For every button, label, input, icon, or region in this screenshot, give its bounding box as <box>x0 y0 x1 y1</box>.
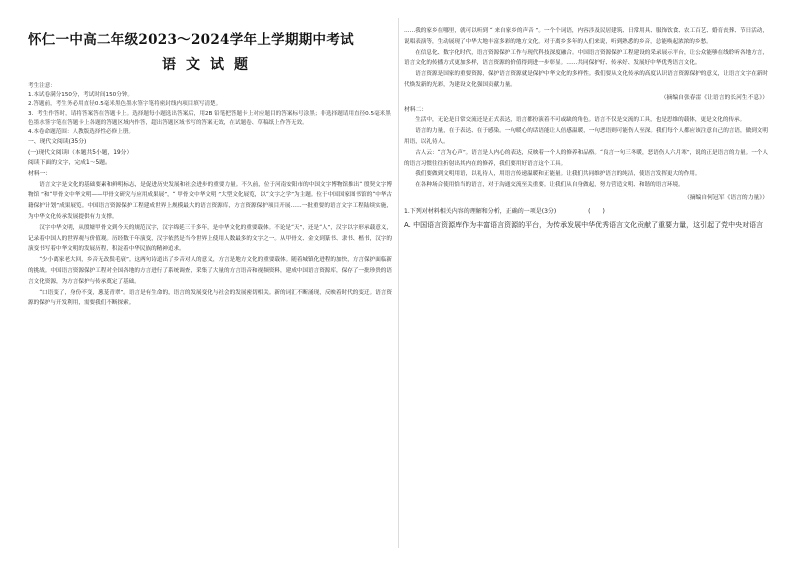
material-label: 材料二： <box>404 106 428 113</box>
passage-paragraph: ……我的家乡在哪里，就可以听到 “ 来自家乡的声音 ”。一个个词语，内容涉及民居建筑、日常用具、服饰饮食、农工百艺、婚育丧葬、节日活动，说唱表演等，生动展现了中华大地丰富多彩的地方文化。对于离乡多年的人们来说，听到熟悉的乡音，总能唤起浓浓的乡愁。 <box>404 28 768 45</box>
question-stem <box>404 206 768 217</box>
passage-paragraph: 我们要做到文明用语，以礼待人，用语言传递温暖和正能量。让我们共同维护语言的纯洁，使语言发挥更大的作用。 <box>415 171 701 178</box>
exam-title: 怀仁一中高二年级2023～2024学年上学期期中考试 <box>28 32 354 48</box>
notice-item: 3．考生作答时，请将答案答在答题卡上。选择题每小题选出答案后，用2B 铅笔把答题卡上对应题目的答案标号涂黑；非选择题请用直径0.5毫米黑色墨水签字笔在答题卡上各题的答题区域内作答，超出答题区域书写的答案无效，在试题卷、草稿纸上作答无效。 <box>28 110 391 126</box>
notice-item: 1.本试卷满分150分，考试时间150分钟。 <box>28 92 134 99</box>
passage-paragraph: “口语变了，身份不变，葱茏青翠”。语言是有生命的，语言的发展变化与社会的发展密切相关。新的词汇不断涌现，反映着时代的变迁。语言资源的保护与开发利用，需要我们不断探索。 <box>28 289 392 307</box>
subsection-heading: (一)现代文阅读I（本题共5小题，19分） <box>28 149 133 156</box>
notice-item: 4.本卷命题范围：人教版选择性必修上册。 <box>28 129 135 136</box>
source-citation: （摘编自何冠军《语言的力量》） <box>683 194 768 201</box>
right-column <box>404 0 768 562</box>
question-text: 1.下列对材料相关内容的理解和分析，正确的一项是(3分) <box>404 207 557 215</box>
answer-paren: ( ) <box>588 207 605 215</box>
passage-paragraph: 在各种场合使用恰当的语言，对于沟通交流至关重要。让我们从自身做起，努力营造文明、和谐的语言环境。 <box>415 182 684 189</box>
passage-paragraph: 古人云：“言为心声”。语言是人内心的表达，反映着一个人的修养和品格。“良言一句三冬暖，恶语伤人六月寒”，说的正是语言的力量。一个人的语言习惯往往折射出其内在的修养，我们要用好语言这个工具。 <box>404 149 768 167</box>
passage-paragraph: 语言资源是国家的重要资源，保护语言资源就是保护中华文化的多样性。我们要从文化传承的高度认识语言资源保护的意义，让语言文字在新时代焕发新的光彩，为建设文化强国贡献力量。 <box>404 71 768 88</box>
exam-subtitle: 语文试题 <box>162 57 258 73</box>
exam-notice <box>28 82 392 137</box>
section-heading: 一、现代文阅读(35分) <box>28 139 87 146</box>
reading-instruction: 阅读下面的文字，完成1～5题。 <box>28 160 111 167</box>
notice-item: 2.答题前，考生务必用直径0.5毫米黑色墨水签字笔将密封线内项目填写清楚。 <box>28 101 222 108</box>
notice-heading: 考生注意： <box>28 83 56 89</box>
material-label: 材料一： <box>28 171 52 177</box>
top-spacer <box>404 0 768 26</box>
passage-paragraph: 在信息化、数字化时代，语言资源保护工作与现代科技深度融合。中国语言资源保护工程建设的采录展示平台，让公众能够在线聆听各地方言，语言文化的传播方式更加多样，语言资源的价值得到进一步彰显。……共同保护好、传承好、发展好中华优秀语言文化。 <box>404 49 768 67</box>
passage-paragraph: 语言的力量，在于表达、在于感染。一句暖心的话语能让人倍感温暖，一句恶语则可能伤人至深。我们每个人都应该注意自己的言语，做到文明用语，以礼待人。 <box>404 128 768 145</box>
passage-paragraph: 生活中，无论是日常交流还是正式表达，语言都扮演着不可或缺的角色。语言不仅是交流的工具，也是思维的载体，更是文化的传承。 <box>415 117 746 124</box>
left-column <box>28 0 392 562</box>
passage-paragraph: 汉字中华文明，从殷墟甲骨文到今天的规范汉字，汉字绵延三千多年，是中华文化的重要载体。不论是“天”，还是“人”，汉字以字形承载意义，记录着中国人的世界观与价值观。历经数千年演变，汉字依然是当今世界上使用人数最多的文字之一。从甲骨文、金文到篆书、隶书、楷书，汉字的演变书写着中华文明的发展历程，积淀着中华民族的精神追求。 <box>28 224 392 253</box>
passage-paragraph: 语言文字是文化的基础要素和鲜明标志，是促进历史发展和社会进步的重要力量。不久前，位于河南安阳市的中国文字博物馆推出“ 殷契文字博物馆 ”和“甲骨文中华文明——甲骨文研究与应用成果展”，“ 甲骨文中华文明 ”大型文化展览，以“文字之学”为主题。位于中国国家图书馆的“中华古籍保护计划”成果展览。中国语言资源保护工程建成世界上规模最大的语言资源库，方言资源保护项目开展……一批重要的语言文字工程陆续实施，为中华文化传承发展提供有力支撑。 <box>28 181 392 220</box>
column-divider <box>398 18 399 548</box>
source-citation: （摘编自张春雷《让语言的长河生不息》） <box>660 94 768 101</box>
passage-paragraph: “少小离家老大回，乡音无改鬓毛衰”。这两句诗道出了乡音对人的意义，方言是地方文化的重要载体。随着城镇化进程的加快，方言保护面临新的挑战。中国语言资源保护工程对全国各地的方言进行了系统调查，采集了大量的方言语音和视频资料，建成中国语言资源库，保存了一批珍贵的语言文化资源，为方言保护与传承奠定了基础。 <box>28 257 392 285</box>
option-a: A. 中国语言资源库作为丰富语言资源的平台，为传承发展中华优秀语言文化贡献了重要力量，这引起了党中央对语言 <box>404 220 764 229</box>
